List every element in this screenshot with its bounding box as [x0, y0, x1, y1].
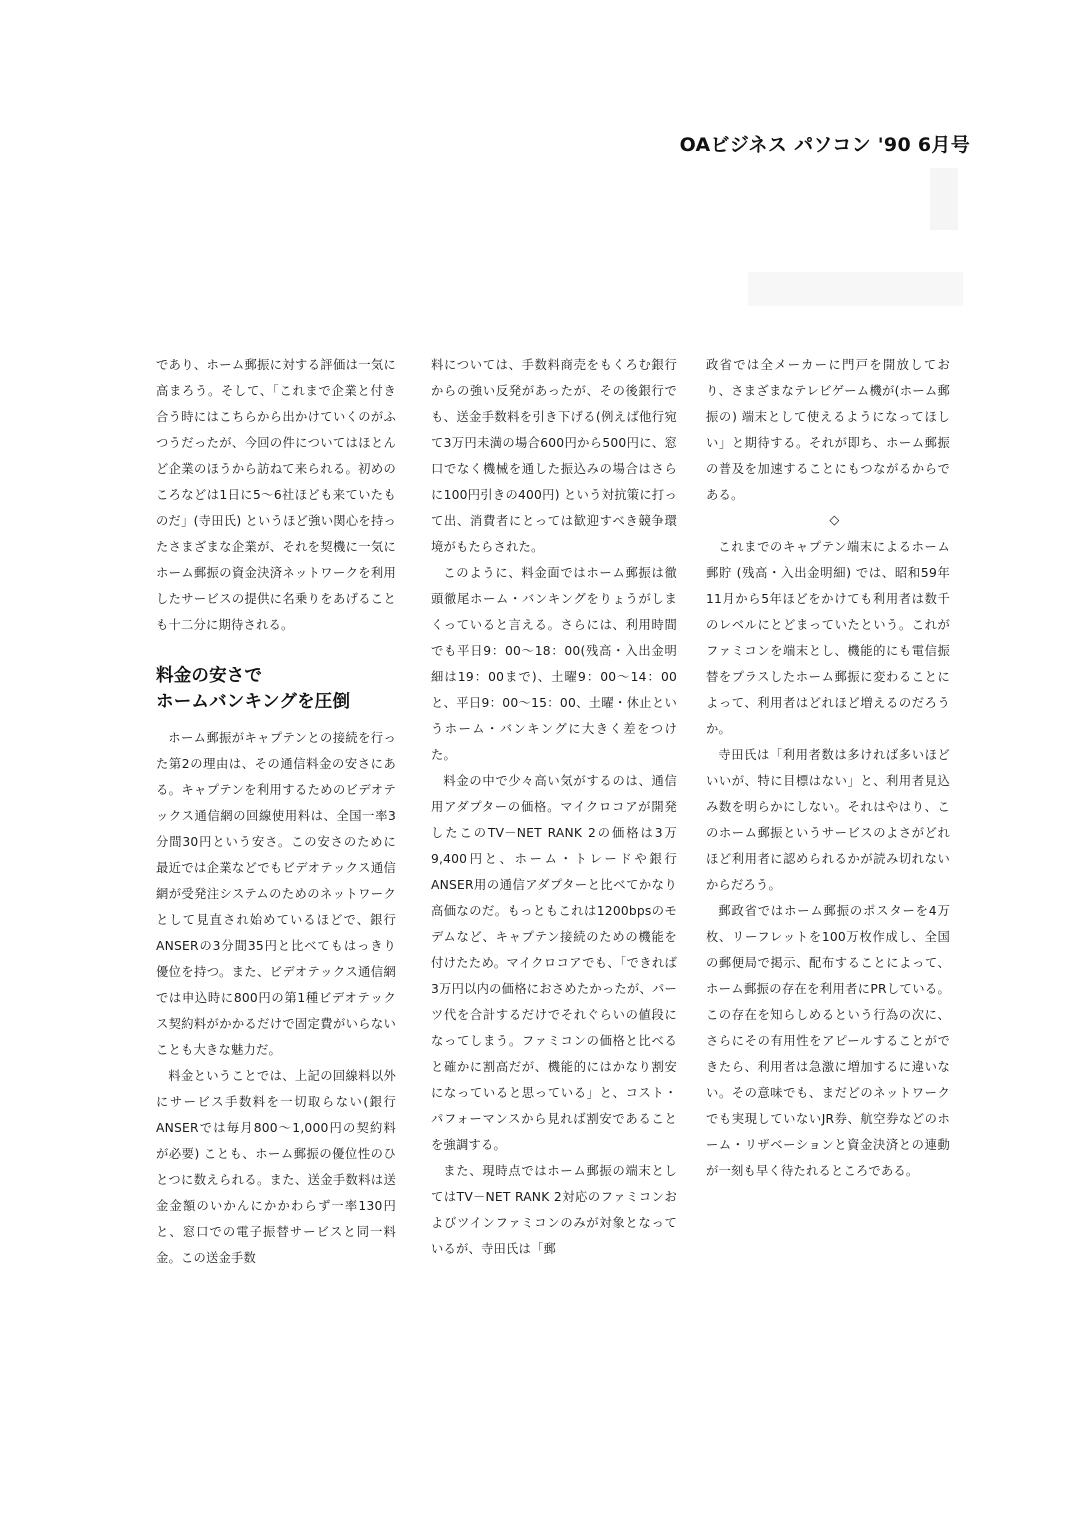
section-heading-line: ホームバンキングを圧倒	[156, 692, 351, 712]
bleed-through-mark	[930, 168, 958, 230]
paragraph: これまでのキャプテン端末によるホーム郵貯 (残高・入出金明細) では、昭和59年11月から5年ほどをかけても利用者は数千のレベルにとどまっていたという。これがファミコンを端末とし、機能的にも電信振替をプラスしたホーム郵振に変わることによって、利用者はどれほど増えるのだろうか。	[706, 540, 950, 736]
paragraph: ホーム郵振がキャプテンとの接続を行った第2の理由は、その通信料金の安さにある。キャプテンを利用するためのビデオテックス通信網の回線使用料は、全国一率3分間30円という安さ。この安さのために最近では企業などでもビデオテックス通信網が受発注システムのためのネットワークとして見直され始めているほどで、銀行ANSERの3分間35円と比べてもはっきり優位を持つ。また、ビデオテックス通信網では申込時に800円の第1種ビデオテックス契約料がかかるだけで固定費がいらないことも大きな魅力だ。	[156, 731, 396, 1057]
section-divider-diamond: ◇	[829, 513, 840, 528]
article-column-2	[431, 352, 677, 1262]
section-heading-line: 料金の安さで	[156, 666, 263, 686]
article-column-3	[706, 352, 950, 1184]
paragraph: 料金の中で少々高い気がするのは、通信用アダプターの価格。マイクロコアが開発したこのTV－NET RANK 2の価格は3万9,400円と、ホーム・トレードや銀行ANSER用の通信アダプターと比べてかなり高価なのだ。もっともこれは1200bpsのモデムなど、キャプテン接続のための機能を付けたため。マイクロコアでも、「できれば3万円以内の価格におさめたかったが、パーツ代を合計するだけでそれぐらいの値段になってしまう。ファミコンの価格と比べると確かに割高だが、機能的にはかなり割安になっていると思っている」と、コスト・パフォーマンスから見れば割安であることを強調する。	[431, 774, 677, 1152]
paragraph: 政省では全メーカーに門戸を開放しており、さまざまなテレビゲーム機が(ホーム郵振の) 端末として使えるようになってほしい」と期待する。それが即ち、ホーム郵振の普及を加速することにもつながるからである。	[706, 358, 950, 502]
paragraph: 寺田氏は「利用者数は多ければ多いほどいいが、特に目標はない」と、利用者見込み数を明らかにしない。それはやはり、このホーム郵振というサービスのよさがどれほど利用者に認められるかが読み切れないからだろう。	[706, 748, 950, 892]
paragraph: また、現時点ではホーム郵振の端末としてはTV－NET RANK 2対応のファミコンおよびツインファミコンのみが対象となっているが、寺田氏は「郵	[431, 1164, 677, 1256]
paragraph: 料金ということでは、上記の回線料以外にサービス手数料を一切取らない(銀行ANSERでは毎月800～1,000円の契約料が必要) ことも、ホーム郵振の優位性のひとつに数えられる。また、送金手数料は送金金額のいかんにかかわらず一率130円と、窓口での電子振替サービスと同一料金。この送金手数	[156, 1069, 396, 1265]
paragraph: このように、料金面ではホーム郵振は徹頭徹尾ホーム・バンキングをりょうがしまくっていると言える。さらには、利用時間でも平日9：00～18：00(残高・入出金明細は19：00まで)、土曜9：00～14：00と、平日9：00～15：00、土曜・休止というホーム・バンキングに大きく差をつけた。	[431, 566, 677, 762]
paragraph: であり、ホーム郵振に対する評価は一気に高まろう。そして、「これまで企業と付き合う時にはこちらから出かけていくのがふつうだったが、今回の件についてはほとんど企業のほうから訪ねて来られる。初めのころなどは1日に5～6社ほども来ていたものだ」(寺田氏) というほど強い関心を持ったさまざまな企業が、それを契機に一気にホーム郵振の資金決済ネットワークを利用したサービスの提供に名乗りをあげることも十二分に期待される。	[156, 358, 396, 632]
section-heading	[156, 663, 396, 715]
article-column-1	[156, 352, 396, 1271]
magazine-header: OAビジネス パソコン '90 6月号	[679, 134, 970, 156]
bleed-through-mark	[748, 272, 963, 306]
paragraph: 料については、手数料商売をもくろむ銀行からの強い反発があったが、その後銀行でも、送金手数料を引き下げる(例えば他行宛て3万円未満の場合600円から500円に、窓口でなく機械を通した振込みの場合はさらに100円引きの400円) という対抗策に打って出、消費者にとっては歓迎すべき競争環境がもたらされた。	[431, 358, 677, 554]
paragraph: 郵政省ではホーム郵振のポスターを4万枚、リーフレットを100万枚作成し、全国の郵便局で掲示、配布することによって、ホーム郵振の存在を利用者にPRしている。この存在を知らしめるという行為の次に、さらにその有用性をアピールすることができたら、利用者は急激に増加するに違いない。その意味でも、まだどのネットワークでも実現していないJR券、航空券などのホーム・リザベーションと資金決済との連動が一刻も早く待たれるところである。	[706, 904, 950, 1178]
